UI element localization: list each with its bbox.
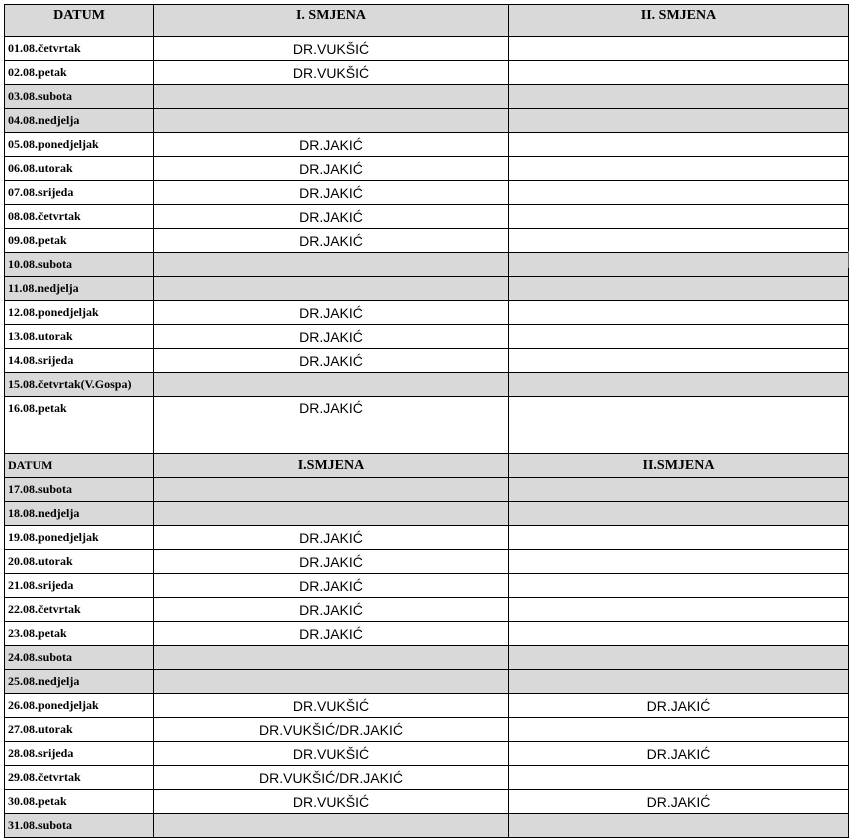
header-shift-2: II. SMJENA bbox=[509, 5, 849, 37]
shift-2-cell bbox=[509, 550, 849, 574]
shift-2-cell bbox=[509, 157, 849, 181]
shift-2-cell bbox=[509, 598, 849, 622]
shift-2-cell bbox=[509, 766, 849, 790]
date-cell: 26.08.ponedjeljak bbox=[5, 694, 154, 718]
table-row bbox=[5, 37, 849, 61]
shift-1-cell: DR.JAKIĆ bbox=[154, 598, 509, 622]
table-row bbox=[5, 157, 849, 181]
date-cell: 02.08.petak bbox=[5, 61, 154, 85]
table-row bbox=[5, 85, 849, 109]
shift-1-cell: DR.JAKIĆ bbox=[154, 133, 509, 157]
shift-1-cell: DR.VUKŠIĆ/DR.JAKIĆ bbox=[154, 718, 509, 742]
date-cell: 30.08.petak bbox=[5, 790, 154, 814]
table-row bbox=[5, 694, 849, 718]
table-row bbox=[5, 229, 849, 253]
shift-1-cell: DR.JAKIĆ bbox=[154, 397, 509, 454]
shift-1-cell bbox=[154, 670, 509, 694]
shift-2-cell bbox=[509, 574, 849, 598]
shift-1-cell: DR.JAKIĆ bbox=[154, 157, 509, 181]
shift-1-cell: DR.JAKIĆ bbox=[154, 526, 509, 550]
date-cell: 31.08.subota bbox=[5, 814, 154, 838]
shift-2-cell bbox=[509, 718, 849, 742]
table-row bbox=[5, 253, 849, 277]
shift-1-cell: DR.JAKIĆ bbox=[154, 622, 509, 646]
shift-1-cell: DR.VUKŠIĆ bbox=[154, 37, 509, 61]
table-row bbox=[5, 205, 849, 229]
date-cell: 08.08.četvrtak bbox=[5, 205, 154, 229]
header-shift-2-2: II.SMJENA bbox=[509, 454, 849, 478]
shift-2-cell bbox=[509, 670, 849, 694]
shift-2-cell: DR.JAKIĆ bbox=[509, 694, 849, 718]
shift-2-cell bbox=[509, 277, 849, 301]
table-row bbox=[5, 622, 849, 646]
shift-1-cell: DR.JAKIĆ bbox=[154, 550, 509, 574]
table-row bbox=[5, 670, 849, 694]
shift-2-cell: DR.JAKIĆ bbox=[509, 742, 849, 766]
date-cell: 03.08.subota bbox=[5, 85, 154, 109]
shift-1-cell bbox=[154, 502, 509, 526]
table-row bbox=[5, 766, 849, 790]
table-row bbox=[5, 718, 849, 742]
shift-1-cell bbox=[154, 109, 509, 133]
shift-1-cell: DR.VUKŠIĆ bbox=[154, 742, 509, 766]
date-cell: 21.08.srijeda bbox=[5, 574, 154, 598]
shift-1-cell bbox=[154, 85, 509, 109]
table-row bbox=[5, 478, 849, 502]
shift-1-cell: DR.JAKIĆ bbox=[154, 205, 509, 229]
shift-2-cell bbox=[509, 229, 849, 253]
shift-1-cell bbox=[154, 646, 509, 670]
header-shift-1: I. SMJENA bbox=[154, 5, 509, 37]
date-cell: 29.08.četvrtak bbox=[5, 766, 154, 790]
table-row bbox=[5, 502, 849, 526]
edge-mark bbox=[848, 251, 849, 268]
table-row bbox=[5, 277, 849, 301]
shift-2-cell bbox=[509, 397, 849, 454]
shift-2-cell bbox=[509, 502, 849, 526]
shift-2-cell bbox=[509, 253, 849, 277]
table-header-row-2 bbox=[5, 454, 849, 478]
date-cell: 18.08.nedjelja bbox=[5, 502, 154, 526]
date-cell: 14.08.srijeda bbox=[5, 349, 154, 373]
shift-2-cell bbox=[509, 478, 849, 502]
date-cell: 13.08.utorak bbox=[5, 325, 154, 349]
date-cell: 23.08.petak bbox=[5, 622, 154, 646]
shift-1-cell: DR.JAKIĆ bbox=[154, 301, 509, 325]
shift-2-cell bbox=[509, 301, 849, 325]
date-cell: 04.08.nedjelja bbox=[5, 109, 154, 133]
table-row bbox=[5, 301, 849, 325]
shift-2-cell bbox=[509, 181, 849, 205]
date-cell: 24.08.subota bbox=[5, 646, 154, 670]
shift-1-cell: DR.JAKIĆ bbox=[154, 574, 509, 598]
date-cell: 06.08.utorak bbox=[5, 157, 154, 181]
date-cell: 20.08.utorak bbox=[5, 550, 154, 574]
shift-2-cell bbox=[509, 814, 849, 838]
table-row bbox=[5, 373, 849, 397]
date-cell: 11.08.nedjelja bbox=[5, 277, 154, 301]
date-cell: 05.08.ponedjeljak bbox=[5, 133, 154, 157]
shift-2-cell bbox=[509, 526, 849, 550]
table-row bbox=[5, 550, 849, 574]
header-shift-1-2: I.SMJENA bbox=[154, 454, 509, 478]
shift-2-cell bbox=[509, 85, 849, 109]
date-cell: 12.08.ponedjeljak bbox=[5, 301, 154, 325]
date-cell: 15.08.četvrtak(V.Gospa) bbox=[5, 373, 154, 397]
header-date: DATUM bbox=[5, 5, 154, 37]
shift-1-cell bbox=[154, 277, 509, 301]
date-cell: 10.08.subota bbox=[5, 253, 154, 277]
shift-1-cell bbox=[154, 253, 509, 277]
table-row bbox=[5, 349, 849, 373]
shift-1-cell: DR.JAKIĆ bbox=[154, 229, 509, 253]
shift-2-cell bbox=[509, 373, 849, 397]
table-row bbox=[5, 526, 849, 550]
table-row bbox=[5, 790, 849, 814]
shift-1-cell: DR.VUKŠIĆ bbox=[154, 694, 509, 718]
shift-1-cell bbox=[154, 814, 509, 838]
date-cell: 09.08.petak bbox=[5, 229, 154, 253]
schedule-table bbox=[4, 4, 849, 838]
date-cell: 16.08.petak bbox=[5, 397, 154, 454]
shift-2-cell bbox=[509, 325, 849, 349]
table-row bbox=[5, 109, 849, 133]
shift-1-cell: DR.VUKŠIĆ bbox=[154, 790, 509, 814]
date-cell: 19.08.ponedjeljak bbox=[5, 526, 154, 550]
table-row bbox=[5, 574, 849, 598]
shift-2-cell: DR.JAKIĆ bbox=[509, 790, 849, 814]
shift-2-cell bbox=[509, 109, 849, 133]
shift-1-cell: DR.VUKŠIĆ/DR.JAKIĆ bbox=[154, 766, 509, 790]
shift-2-cell bbox=[509, 205, 849, 229]
shift-1-cell bbox=[154, 373, 509, 397]
table-row bbox=[5, 397, 849, 454]
date-cell: 17.08.subota bbox=[5, 478, 154, 502]
shift-1-cell bbox=[154, 478, 509, 502]
table-row bbox=[5, 646, 849, 670]
table-row bbox=[5, 61, 849, 85]
table-row bbox=[5, 742, 849, 766]
date-cell: 22.08.četvrtak bbox=[5, 598, 154, 622]
shift-2-cell bbox=[509, 133, 849, 157]
shift-1-cell: DR.JAKIĆ bbox=[154, 181, 509, 205]
shift-2-cell bbox=[509, 646, 849, 670]
table-row bbox=[5, 325, 849, 349]
shift-1-cell: DR.VUKŠIĆ bbox=[154, 61, 509, 85]
shift-1-cell: DR.JAKIĆ bbox=[154, 325, 509, 349]
date-cell: 25.08.nedjelja bbox=[5, 670, 154, 694]
shift-2-cell bbox=[509, 349, 849, 373]
shift-2-cell bbox=[509, 37, 849, 61]
date-cell: 27.08.utorak bbox=[5, 718, 154, 742]
header-date-2: DATUM bbox=[5, 454, 154, 478]
table-header-row bbox=[5, 5, 849, 37]
shift-2-cell bbox=[509, 622, 849, 646]
date-cell: 07.08.srijeda bbox=[5, 181, 154, 205]
table-row bbox=[5, 598, 849, 622]
schedule-body bbox=[5, 5, 849, 838]
date-cell: 28.08.srijeda bbox=[5, 742, 154, 766]
shift-2-cell bbox=[509, 61, 849, 85]
table-row bbox=[5, 181, 849, 205]
table-row bbox=[5, 133, 849, 157]
table-row bbox=[5, 814, 849, 838]
shift-1-cell: DR.JAKIĆ bbox=[154, 349, 509, 373]
date-cell: 01.08.četvrtak bbox=[5, 37, 154, 61]
